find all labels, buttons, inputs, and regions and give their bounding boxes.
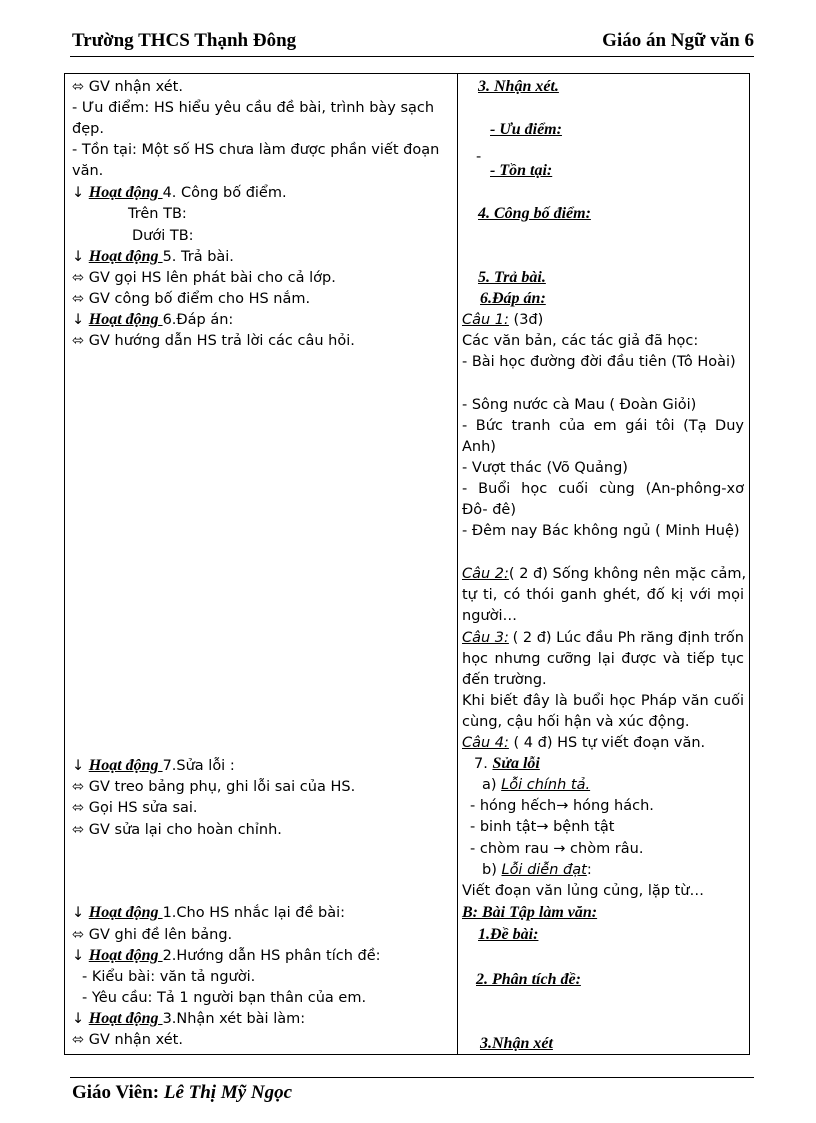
left-line: ↓ Hoạt động 1.Cho HS nhắc lại đề bài: — [72, 904, 346, 921]
right-line: cùng, cậu hối hận và xúc động. — [462, 714, 690, 730]
footer-rule — [70, 1077, 754, 1078]
right-line: - chòm rau → chòm râu. — [470, 841, 644, 857]
left-line: Dưới TB: — [132, 228, 194, 244]
school-name: Trường THCS Thạnh Đông — [72, 30, 297, 51]
left-line: Trên TB: — [128, 206, 187, 222]
right-line: đến trường. — [462, 672, 547, 688]
right-line: Câu 3: ( 2 đ) Lúc đầu Ph răng định trốn — [462, 630, 744, 646]
arrow-right-icon: → — [556, 798, 569, 814]
arrow-both-icon: ⬄ — [72, 270, 85, 286]
left-line: ↓ Hoạt động 7.Sửa lỗi : — [72, 757, 235, 774]
right-heading: 4. Công bố điểm: — [478, 205, 591, 222]
arrow-right-icon: → — [536, 819, 549, 835]
right-heading: B: Bài Tập làm văn: — [462, 904, 598, 921]
left-line: ⬄ GV gọi HS lên phát bài cho cả lớp. — [72, 270, 336, 286]
right-line: Câu 4: ( 4 đ) HS tự viết đoạn văn. — [462, 735, 706, 751]
right-line: học nhưng cưỡng lại được và tiếp tục — [462, 651, 744, 667]
right-heading: 3. Nhận xét. — [478, 78, 559, 95]
arrow-down-icon: ↓ — [72, 185, 85, 201]
right-line: - Buổi học cuối cùng (An-phông-xơ — [462, 481, 744, 497]
right-line: Câu 1: (3đ) — [462, 312, 544, 328]
left-line: ⬄ GV hướng dẫn HS trả lời các câu hỏi. — [72, 333, 355, 349]
arrow-both-icon: ⬄ — [72, 291, 85, 307]
left-line: ↓ Hoạt động 2.Hướng dẫn HS phân tích đề: — [72, 947, 381, 964]
right-line: a) Lỗi chính tả. — [482, 777, 591, 793]
right-line: Anh) — [462, 439, 496, 455]
right-line: - binh tật→ bệnh tật — [470, 819, 615, 835]
left-line: văn. — [72, 163, 104, 179]
right-line: - Bức tranh của em gái tôi (Tạ Duy — [462, 418, 744, 434]
footer-label: Giáo Viên: — [72, 1082, 164, 1103]
left-line: ⬄ Gọi HS sửa sai. — [72, 800, 198, 816]
right-line: - Đêm nay Bác không ngủ ( Minh Huệ) — [462, 523, 740, 539]
left-line: ⬄ GV nhận xét. — [72, 79, 183, 95]
arrow-both-icon: ⬄ — [72, 1032, 85, 1048]
arrow-both-icon: ⬄ — [72, 779, 85, 795]
arrow-both-icon: ⬄ — [72, 333, 85, 349]
right-line: Câu 2: ( 2 đ) Sống không nên mặc cảm, — [462, 566, 747, 582]
right-line: Viết đoạn văn lủng củng, lặp từ… — [462, 883, 704, 899]
right-heading: 3.Nhận xét — [480, 1035, 553, 1052]
arrow-down-icon: ↓ — [72, 249, 85, 265]
arrow-down-icon: ↓ — [72, 312, 85, 328]
left-line: ⬄ GV công bố điểm cho HS nắm. — [72, 291, 311, 307]
teacher-name: Lê Thị Mỹ Ngọc — [163, 1082, 293, 1103]
right-line: người… — [462, 608, 517, 624]
left-line: - Ưu điểm: HS hiểu yêu cầu đề bài, trình bày sạch — [72, 100, 435, 116]
subject-title: Giáo án Ngữ văn 6 — [602, 30, 754, 51]
left-line: - Tồn tại: Một số HS chưa làm được phần viết đoạn — [72, 142, 440, 158]
right-line: b) Lỗi diễn đạt: — [482, 862, 592, 878]
left-line: - Kiểu bài: văn tả người. — [82, 969, 256, 985]
arrow-both-icon: ⬄ — [72, 800, 85, 816]
arrow-both-icon: ⬄ — [72, 822, 85, 838]
right-heading: 6.Đáp án: — [480, 290, 546, 307]
arrow-down-icon: ↓ — [72, 758, 85, 774]
arrow-both-icon: ⬄ — [72, 927, 85, 943]
left-line: ⬄ GV nhận xét. — [72, 1032, 183, 1048]
right-line: Khi biết đây là buổi học Pháp văn cuối — [462, 693, 744, 709]
left-line: ↓ Hoạt động 3.Nhận xét bài làm: — [72, 1010, 306, 1027]
left-line: ↓ Hoạt động 4. Công bố điểm. — [72, 184, 287, 201]
left-line: đẹp. — [72, 121, 104, 137]
arrow-down-icon: ↓ — [72, 905, 85, 921]
right-line: - — [476, 149, 482, 165]
page-header — [72, 30, 754, 56]
right-heading: - Tồn tại: — [490, 162, 553, 179]
left-line: ⬄ GV ghi đề lên bảng. — [72, 927, 233, 943]
right-heading: 5. Trả bài. — [478, 269, 546, 286]
arrow-right-icon: → — [553, 841, 566, 857]
left-line: ⬄ GV sửa lại cho hoàn chỉnh. — [72, 822, 282, 838]
arrow-down-icon: ↓ — [72, 1011, 85, 1027]
right-heading: 2. Phân tích đề: — [476, 971, 581, 988]
right-line: - Vượt thác (Võ Quảng) — [462, 460, 628, 476]
left-line: - Yêu cầu: Tả 1 người bạn thân của em. — [82, 990, 367, 1006]
left-line: ↓ Hoạt động 5. Trả bài. — [72, 248, 234, 265]
column-divider — [457, 73, 458, 1055]
arrow-down-icon: ↓ — [72, 948, 85, 964]
right-line: tự ti, có thói ganh ghét, đố kị với mọi — [462, 587, 744, 603]
header-rule — [70, 56, 754, 57]
left-line: ↓ Hoạt động 6.Đáp án: — [72, 311, 234, 328]
right-line: Đô- đê) — [462, 502, 516, 518]
teacher-footer — [72, 1082, 292, 1104]
right-line: - Sông nước cà Mau ( Đoàn Giỏi) — [462, 397, 697, 413]
right-line: - Bài học đường đời đầu tiên (Tô Hoài) — [462, 354, 736, 370]
right-heading: 1.Đề bài: — [478, 926, 539, 943]
right-line: Các văn bản, các tác giả đã học: — [462, 333, 699, 349]
right-line: 7. Sửa lỗi — [474, 755, 540, 772]
left-line: ⬄ GV treo bảng phụ, ghi lỗi sai của HS. — [72, 779, 356, 795]
right-line: - hóng hếch→ hóng hách. — [470, 798, 654, 814]
arrow-both-icon: ⬄ — [72, 79, 85, 95]
right-heading: - Ưu điểm: — [490, 121, 562, 138]
